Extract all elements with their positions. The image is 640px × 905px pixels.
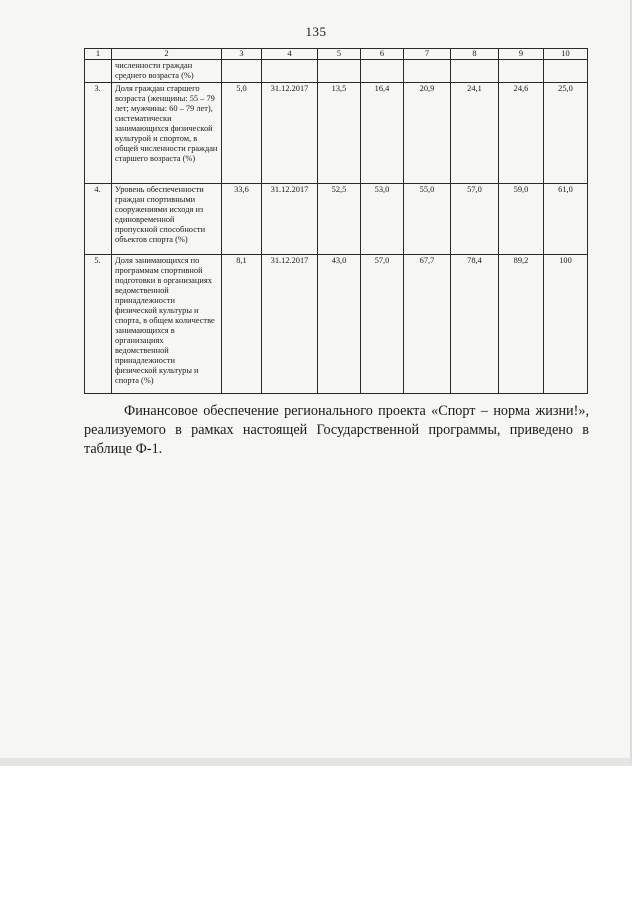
indicator-name: Доля занимающихся по программам спортивной подготовки в организациях ведомственной принадлежности физической культуры и спорта, в общем количестве занимающихся в организациях ведомственной принадлежности физической культуры и спорта (%)	[112, 255, 222, 394]
table-row	[85, 83, 588, 184]
body-paragraph: Финансовое обеспечение регионального проекта «Спорт – норма жизни!», реализуемого в рамках настоящей Государственной программы, приведено в таблице Ф-1.	[84, 403, 589, 457]
value-cell	[451, 60, 499, 83]
value-cell: 57,0	[451, 184, 499, 255]
value-cell: 89,2	[499, 255, 544, 394]
column-header: 5	[318, 49, 361, 60]
column-header: 2	[112, 49, 222, 60]
column-header: 3	[222, 49, 262, 60]
value-cell: 25,0	[544, 83, 588, 184]
column-header: 6	[361, 49, 404, 60]
page-number: 135	[305, 24, 327, 39]
row-number: 5.	[85, 255, 112, 394]
base-date: 31.12.2017	[262, 255, 318, 394]
base-value	[222, 60, 262, 83]
value-cell	[361, 60, 404, 83]
base-value: 8,1	[222, 255, 262, 394]
value-cell: 78,4	[451, 255, 499, 394]
value-cell: 67,7	[404, 255, 451, 394]
value-cell: 24,1	[451, 83, 499, 184]
base-date: 31.12.2017	[262, 184, 318, 255]
value-cell	[404, 60, 451, 83]
value-cell: 55,0	[404, 184, 451, 255]
column-header: 7	[404, 49, 451, 60]
row-number	[85, 60, 112, 83]
column-header: 9	[499, 49, 544, 60]
value-cell	[544, 60, 588, 83]
indicator-name: Доля граждан старшего возраста (женщины: 55 – 79 лет; мужчины: 60 – 79 лет), систематически занимающихся физической культурой и спортом, в общей численности граждан старшего возраста (%)	[112, 83, 222, 184]
base-value: 5,0	[222, 83, 262, 184]
base-date	[262, 60, 318, 83]
value-cell: 59,0	[499, 184, 544, 255]
indicators-table	[84, 48, 588, 394]
value-cell: 24,6	[499, 83, 544, 184]
value-cell: 53,0	[361, 184, 404, 255]
base-date: 31.12.2017	[262, 83, 318, 184]
column-header: 10	[544, 49, 588, 60]
table-row	[85, 184, 588, 255]
column-header: 8	[451, 49, 499, 60]
value-cell	[499, 60, 544, 83]
column-header: 1	[85, 49, 112, 60]
value-cell: 16,4	[361, 83, 404, 184]
value-cell: 13,5	[318, 83, 361, 184]
row-number: 3.	[85, 83, 112, 184]
base-value: 33,6	[222, 184, 262, 255]
indicator-name: численности граждан среднего возраста (%)	[112, 60, 222, 83]
row-number: 4.	[85, 184, 112, 255]
value-cell: 61,0	[544, 184, 588, 255]
value-cell: 52,5	[318, 184, 361, 255]
value-cell: 43,0	[318, 255, 361, 394]
column-header: 4	[262, 49, 318, 60]
value-cell	[318, 60, 361, 83]
indicator-name: Уровень обеспеченности граждан спортивными сооружениями исходя из единовременной пропускной способности объектов спорта (%)	[112, 184, 222, 255]
value-cell: 100	[544, 255, 588, 394]
table-row	[85, 60, 588, 83]
value-cell: 57,0	[361, 255, 404, 394]
value-cell: 20,9	[404, 83, 451, 184]
table-header-row	[85, 49, 588, 60]
table-row	[85, 255, 588, 394]
